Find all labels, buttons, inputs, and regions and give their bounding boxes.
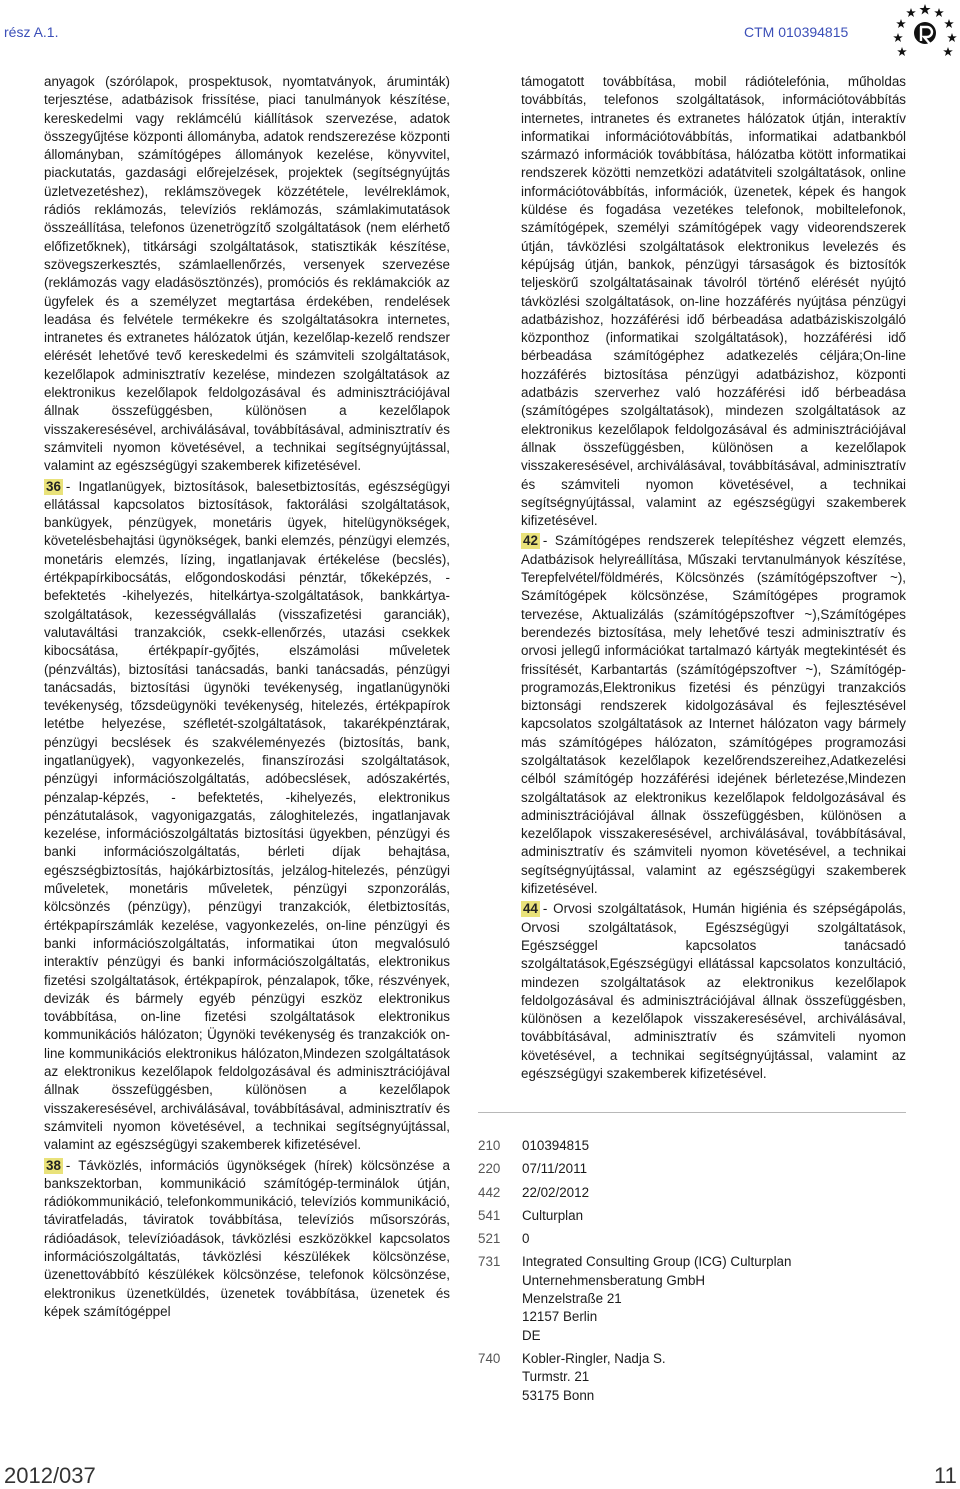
metadata-line: Integrated Consulting Group (ICG) Culturplan xyxy=(522,1254,792,1270)
section-label: rész A.1. xyxy=(4,24,59,40)
metadata-value xyxy=(522,1350,908,1405)
class-44-entry xyxy=(521,900,906,1083)
class-38-entry xyxy=(44,1157,450,1322)
class-number-badge: 38 xyxy=(46,1157,61,1173)
metadata-line: Culturplan xyxy=(522,1207,584,1223)
class-number-badge: 36 xyxy=(46,478,61,494)
metadata-line: 53175 Bonn xyxy=(522,1387,595,1403)
metadata-row xyxy=(478,1350,908,1405)
class-number-badge: 44 xyxy=(523,901,538,917)
metadata-value xyxy=(522,1253,908,1344)
inid-code: 541 xyxy=(478,1207,501,1223)
metadata-line: DE xyxy=(522,1327,541,1343)
inid-code: 210 xyxy=(478,1138,501,1153)
inid-code: 220 xyxy=(478,1161,501,1177)
metadata-line: Menzelstraße 21 xyxy=(522,1291,622,1307)
class-36-text: - Ingatlanügyek, biztosítások, balesetbiztosítás, egészségügyi ellátással kapcsolatos biztosítások, faktorálási szolgáltatások, bankügyek, pénzügyek, monetáris ügyek, hitelügynökségek, követelésbehajtási ügynökségek, banki elemzés, pénzügyi elemzés, monetáris elemzés, lízing, ingatlanjavak értékelése (becslés), értékpapírkibocsátás, előgondoskodási pénztár, tőkeképzés, -befektetés -kihelyezés, hitelkártya-szolgáltatások, bankkártya-szolgáltatások, kezességvállalás (visszafizetési garanciák), valutaváltási tranzakciók, csekk-ellenőrzés, utazási csekkek kibocsátása, értékpapír-győjtés, elszámolási műveletek (pénzváltás), biztosítási tanácsadás, banki tanácsadás, pénzügyi tanácsadás, biztosítási ügynöki tevékenység, ingatlanügynöki tevékenység, tőzsdeügynöki tevékenység, hitelezés, értékpapírok letétbe helyezése, széfletét-szolgáltatások, takarékpénztárak, pénzügyi becslések és szakvéleményezés (biztosítás, bank, ingatlanügyek), vagyonkezelés, finanszírozási szolgáltatások, pénzügyi információszolgáltatás, adóbecslések, adószakértés, pénzalap-képzés, - befektetés, -kihelyezés, elektronikus pénzátutalások, vagyonigazgatás, záloghitelezés, ingatlanjavak kezelése, információszolgáltatás biztosítási ügyekben, pénzügyi és banki információszolgáltatás, bérleti díjak behajtása, egészségbiztosítás, hajókárbiztosítás, jelzálog-hitelezés, pénzügyi műveletek, monetáris műveletek, pénzügyi szponzorálás, kölcsönzés (pénzügy), pénzügyi tranzakciók, életbiztosítás, értékpapírszámlák kezelése, vagyonkezelés, on-line pénzügyi és banki információszolgáltatás, informatikai úton megvalósuló interaktív pénzügyi és banki információszolgáltatás, elektronikus fizetési szolgáltatások, értékpapírok, pénzalapok, tőke, részvények, devizák és bármely egyéb pénzügyi eszköz elektronikus továbbítása, on-line fizetési szolgáltatások elektronikus kommunikációs hálózaton; Ügynöki tevékenység és tranzakciók on-line kommunikációs elektronikus hálózaton,Mindezen szolgáltatások az elektronikus kezelőlapok feldolgozásával és adminisztrációjával állnak összefüggésben, különösen a kezelőlapok visszakeresésével, archiválásával, továbbításával, adminisztratív és számviteli nyomon követésével, a technikai segítségnyújtással, valamint az egészségügyi szakemberek kifizetésével. xyxy=(44,478,450,1153)
metadata-line: Unternehmensberatung GmbH xyxy=(522,1272,706,1288)
issue-number: 2012/037 xyxy=(4,1463,96,1488)
continuation-paragraph: támogatott továbbítása, mobil rádiótelefónia, műholdas továbbítás, telefonos szolgáltatások, információtovábbítás internetes, intranetes és extranetes hálózatok útján, interaktív informatikai információtovábbítás, informatikai adatbankból származó információk továbbítása, hálózatba kötött informatikai rendszerek közötti nemzetközi adatátviteli szolgáltatások, online információtovábbítás, információk, üzenetek, képek és hangok küldése és fogadása vezetékes telefonok, mobiltelefonok, számítógépek, személyi számítógépek vagy videorendszerek útján, távközlési szolgáltatások elektronikus levelezés és képújság útján, bankok, pénzügyi társaságok és biztosítók teljeskörű szolgáltatásainak távolról történő elérését nyújtó távközlési szolgáltatások, on-line hozzáférés nyújtása pénzügyi adatbázishoz, hozzáférési idő bérbeadása adatbáziskiszolgáló központhoz (informatikai szolgáltatások), hozzáférési idő bérbeadása számítógéphez adatkezelés céljára;On-line hozzáférés biztosítása pénzügyi adatbázishoz, központi adatbázis szerverhez való hozzáférési idő bérbeadása (számítógépes szolgáltatások), mindezen szolgáltatások az elektronikus kezelőlapok feldolgozásával és adminisztrációjával állnak összefüggésben, különösen a kezelőlapok visszakeresésével, archiválásával, továbbításával, adminisztratív és számviteli nyomon követésével, a technikai segítségnyújtással, valamint az egészségügyi szakemberek kifizetésével. xyxy=(521,74,906,529)
right-column xyxy=(521,73,906,1083)
inid-code: 731 xyxy=(478,1254,501,1270)
metadata-row xyxy=(478,1207,908,1225)
continuation-paragraph: anyagok (szórólapok, prospektusok, nyomtatványok, áruminták) terjesztése, adatbázisok frissítése, piaci tanulmányok készítése, kereskedelmi vagy reklámcélú kiállítások szervezése, adatok összegyűjtése központi állományba, adatok rendszerezése központi állományban, számítógépes állományok kezelése, könyvvitel, piackutatás, gazdasági előrejelzések, projektek (segítségnyújtás üzletvezetéshez), reklámszövegek közzététele, levélreklámok, rádiós reklámozás, televíziós reklámozás, számlakimutatások összeállítása, telefonos üzenetrögzítő szolgáltatások (nem elérhető előfizetőknek), titkársági szolgáltatások, statisztikák készítése, szövegszerkesztés, számlaellenőrzés, versenyek szervezése (reklámozás vagy eladásösztönzés), promóciós és reklámakciók az ügyfelek és a személyzet megtartása érdekében, rendelések leadása és felvétele termékekre és szolgáltatásokra internetes, intranetes és extranetes hálózatok útján, kezelőlap-kezelő rendszer elérését lehetővé tevő kereskedelmi és számviteli szolgáltatások, kezelőlapok adminisztratív kezelése, mindezen szolgáltatások az elektronikus kezelőlapok feldolgozásával és adminisztrációjával állnak összefüggésben, különösen a kezelőlapok visszakeresésével, archiválásával, továbbításával, adminisztratív és számviteli nyomon követésével, a technikai segítségnyújtással, valamint az egészségügyi szakemberek kifizetésével. xyxy=(44,74,450,474)
ctm-number: CTM 010394815 xyxy=(744,24,849,40)
metadata-value xyxy=(522,1230,908,1248)
class-42-text: - Számítógépes rendszerek telepítéshez végzett elemzés, Adatbázisok helyreállítása, Műszaki tervtanulmányok készítése, Terepfelvétel/földmérés, Kölcsönzés (számítógépszoftver ~), Számítógépek kölcsönzése, Számítógépes programok tervezése, Aktualizálás (számítógépszoftver ~),Számítógépes berendezés biztosítása, mely lehetővé teszi adminisztratív és orvosi jellegű információkat tartalmazó kártyák megtekintését és frissítését, Karbantartás (számítógépszoftver ~), Számítógép-programozás,Elektronikus fizetési és pénzügyi tranzakciós biztonsági rendszerek kidolgozásával és fejlesztésével kapcsolatos szolgáltatások az Internet hálózaton vagy bármely más számítógépes hálózaton, számítógépes programozási szolgáltatások kezelőlapok kezelőrendszereihez,Adatkezelési célból számítógép hozzáférési idejének bérletezése,Mindezen szolgáltatások az elektronikus kezelőlapok feldolgozásával és adminisztrációjával állnak összefüggésben, különösen a kezelőlapok visszakeresésével, archiválásával, továbbításával, adminisztratív és számviteli nyomon követésével, a technikai segítségnyújtással, valamint az egészségügyi szakemberek kifizetésével. xyxy=(521,533,906,897)
class-38-text: - Távközlés, információs ügynökségek (hírek) kölcsönzése a bankszektorban, kommunikáció számítógép-terminálok útján, rádiókommunikáció, telefonkommunikáció, televíziós kommunikáció, táviratfeladás, táviratok továbbítása, televíziós műsorszórás, rádióadások, televízióadások, távközlési eszközökkel kapcsolatos információszolgáltatás, távközlési készülékek kölcsönzése, üzenettovábbító készülékek kölcsönzése, telefonok kölcsönzése, elektronikus üzenetküldés, üzenetek továbbítása, üzenetek és képek számítógéppel xyxy=(44,1157,450,1319)
metadata-value xyxy=(522,1207,908,1225)
metadata-row xyxy=(478,1184,908,1202)
metadata-line: Kobler-Ringler, Nadja S. xyxy=(522,1350,666,1366)
metadata-line: Turmstr. 21 xyxy=(522,1369,590,1385)
metadata-row xyxy=(478,1253,908,1344)
metadata-line: 07/11/2011 xyxy=(522,1161,588,1177)
bibliographic-data xyxy=(478,1137,908,1410)
class-number-badge: 42 xyxy=(523,533,538,549)
metadata-value xyxy=(522,1137,908,1155)
left-column xyxy=(44,73,450,1321)
inid-code: 521 xyxy=(478,1231,501,1247)
eu-stars-logo-icon xyxy=(892,2,958,64)
metadata-line: 0 xyxy=(522,1231,530,1247)
metadata-line: 010394815 xyxy=(522,1138,590,1153)
page-number: 11 xyxy=(934,1463,957,1488)
metadata-line: 22/02/2012 xyxy=(522,1184,590,1200)
metadata-row xyxy=(478,1230,908,1248)
metadata-value xyxy=(522,1184,908,1202)
metadata-row xyxy=(478,1160,908,1178)
metadata-value xyxy=(522,1160,908,1178)
class-36-entry xyxy=(44,478,450,1155)
inid-code: 740 xyxy=(478,1350,501,1366)
metadata-line: 12157 Berlin xyxy=(522,1309,598,1325)
section-divider xyxy=(478,1112,906,1113)
inid-code: 442 xyxy=(478,1184,501,1200)
class-44-text: - Orvosi szolgáltatások, Humán higiénia és szépségápolás, Orvosi szolgáltatások, Egészségügyi szolgáltatások, Egészséggel kapcsolatos tanácsadó szolgáltatások,Egészségügyi ellátással kapcsolatos konzultáció, mindezen szolgáltatások az elektronikus kezelőlapok feldolgozásával és adminisztrációjával állnak összefüggésben, különösen a kezelőlapok visszakeresésével, archiválásával, továbbításával, adminisztratív és számviteli nyomon követésével, a technikai segítségnyújtással, valamint az egészségügyi szakemberek kifizetésével. xyxy=(521,901,906,1082)
class-42-entry xyxy=(521,532,906,898)
metadata-row xyxy=(478,1137,908,1155)
